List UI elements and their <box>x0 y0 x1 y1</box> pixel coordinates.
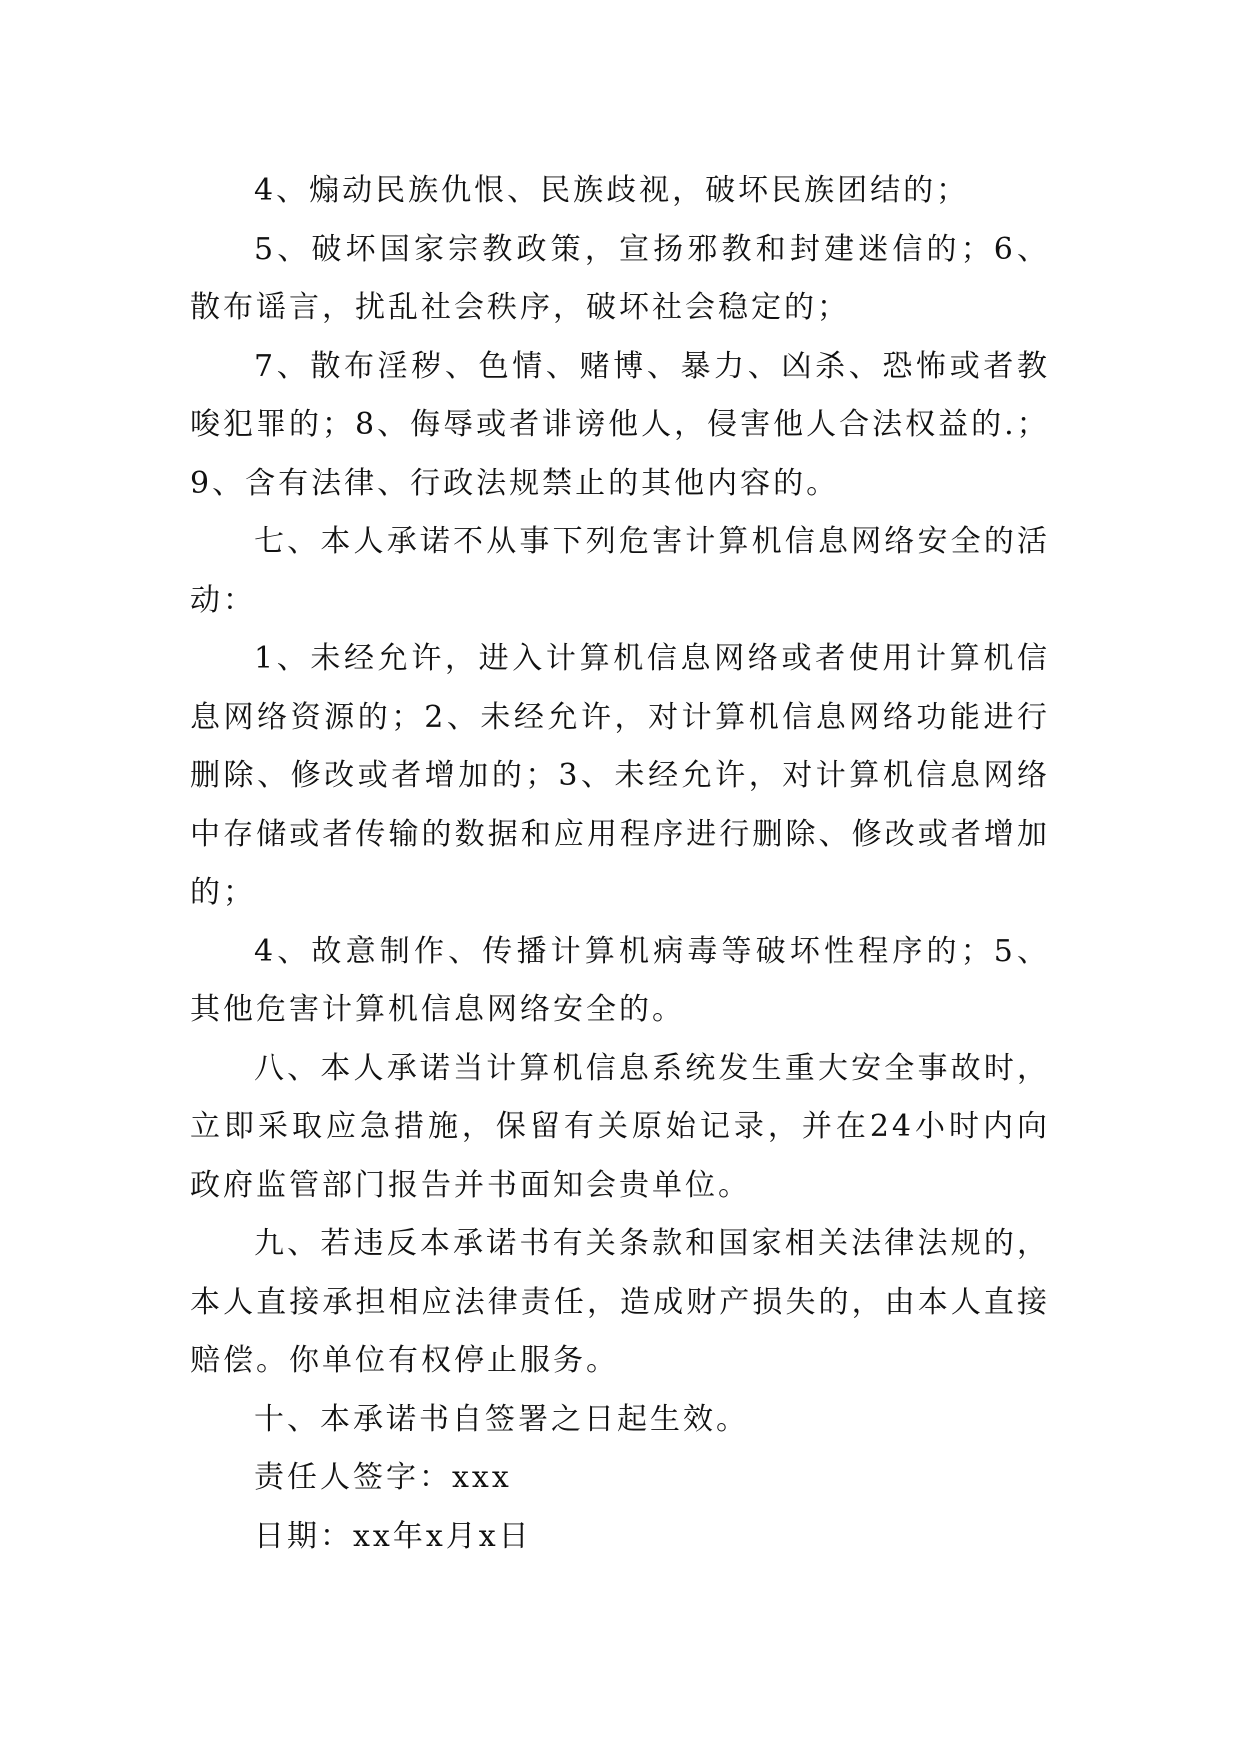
paragraph-item-4: 4、煽动民族仇恨、民族歧视，破坏民族团结的； <box>254 173 970 208</box>
paragraph-items-5-6: 5、破坏国家宗教政策，宣扬邪教和封建迷信的；6、散布谣言，扰乱社会秩序，破坏社会稳定的； <box>190 231 1050 325</box>
paragraph-items-7-8: 7、散布淫秽、色情、赌博、暴力、凶杀、恐怖或者教唆犯罪的；8、侮辱或者诽谤他人，侵害他人合法权益的.； <box>190 348 1050 442</box>
document-body <box>190 162 1050 1566</box>
paragraph-items-1-3: 1、未经允许，进入计算机信息网络或者使用计算机信息网络资源的；2、未经允许，对计算机信息网络功能进行删除、修改或者增加的；3、未经允许，对计算机信息网络中存储或者传输的数据和应用程序进行删除、修改或者增加的； <box>190 641 1050 910</box>
signature-line: 责任人签字：xxx <box>254 1460 512 1495</box>
paragraph-section-8: 八、本人承诺当计算机信息系统发生重大安全事故时，立即采取应急措施，保留有关原始记录，并在24小时内向政府监管部门报告并书面知会贵单位。 <box>190 1050 1050 1203</box>
date-line: 日期：xx年x月x日 <box>254 1518 532 1554</box>
paragraph-items-4-5: 4、故意制作、传播计算机病毒等破坏性程序的；5、其他危害计算机信息网络安全的。 <box>190 933 1050 1027</box>
paragraph-section-9: 九、若违反本承诺书有关条款和国家相关法律法规的，本人直接承担相应法律责任，造成财产损失的，由本人直接赔偿。你单位有权停止服务。 <box>190 1226 1050 1378</box>
paragraph-section-10: 十、本承诺书自签署之日起生效。 <box>254 1401 749 1437</box>
paragraph-section-7: 七、本人承诺不从事下列危害计算机信息网络安全的活动： <box>190 524 1050 618</box>
paragraph-item-9: 9、含有法律、行政法规禁止的其他内容的。 <box>190 465 840 501</box>
